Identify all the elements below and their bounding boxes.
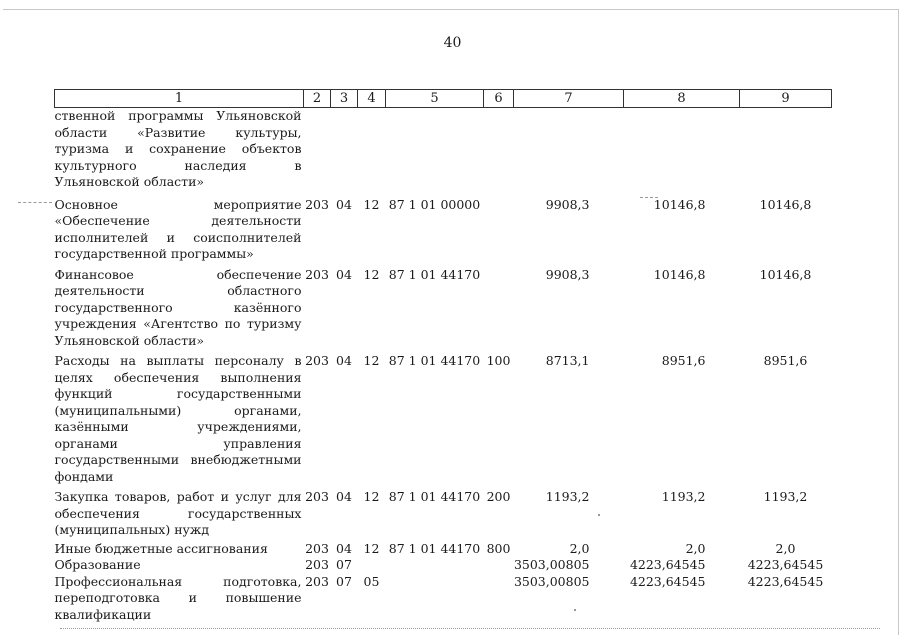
row-value-cell: 12 bbox=[363, 540, 380, 556]
row-value-cell: 04 bbox=[336, 353, 352, 368]
row-value-cell: 07 bbox=[336, 573, 352, 589]
table-row bbox=[55, 485, 832, 539]
row-value-cell: 4223,64545 bbox=[747, 573, 824, 589]
row-value-cell: 87 1 01 44170 bbox=[388, 353, 481, 368]
row-value-cell: 12 bbox=[363, 196, 380, 212]
table-row bbox=[55, 191, 832, 263]
row-value-cell bbox=[624, 108, 740, 191]
row-value-cell: 8951,6 bbox=[661, 353, 706, 368]
row-value-cell: 4223,64545 bbox=[629, 557, 706, 572]
header-cell: 5 bbox=[386, 90, 484, 108]
row-value-cell bbox=[358, 108, 386, 191]
row-value-cell: 203 bbox=[305, 573, 329, 589]
row-value-cell: 87 1 01 44170 bbox=[388, 540, 481, 556]
row-name-cell: Основное мероприятие «Обеспечение деятельности исполнителей и соисполнителей государственной программы» bbox=[54, 196, 302, 261]
row-value-cell: 10146,8 bbox=[759, 266, 812, 282]
row-name-cell: Финансовое обеспечение деятельности областного государственного казённого учреждения «Агентство по туризму Ульяновской области» bbox=[54, 266, 302, 348]
row-value-cell bbox=[484, 557, 514, 574]
row-value-cell: 4223,64545 bbox=[747, 557, 824, 572]
row-value-cell: 203 bbox=[305, 353, 329, 368]
row-name-cell: Иные бюджетные ассигнования bbox=[54, 540, 268, 556]
row-value-cell: 3503,00805 bbox=[513, 557, 590, 572]
row-value-cell: 87 1 01 44170 bbox=[388, 266, 481, 282]
table-row bbox=[55, 557, 832, 574]
row-value-cell: 04 bbox=[336, 489, 352, 504]
row-value-cell: 2,0 bbox=[775, 540, 796, 556]
row-value-cell: 07 bbox=[336, 557, 352, 572]
table-row bbox=[55, 539, 832, 558]
row-value-cell bbox=[304, 108, 331, 191]
row-value-cell bbox=[484, 263, 514, 350]
scan-artifact bbox=[18, 202, 52, 203]
row-value-cell bbox=[514, 108, 624, 191]
row-value-cell: 9908,3 bbox=[545, 196, 590, 212]
row-value-cell: 203 bbox=[305, 557, 329, 572]
row-value-cell: 4223,64545 bbox=[629, 573, 706, 589]
table-row bbox=[55, 349, 832, 485]
row-value-cell: 12 bbox=[363, 489, 380, 504]
row-value-cell: 12 bbox=[363, 266, 380, 282]
row-value-cell: 87 1 01 44170 bbox=[388, 489, 481, 504]
row-value-cell bbox=[331, 108, 358, 191]
row-name-cell: Расходы на выплаты персоналу в целях обеспечения выполнения функций государственными (муниципальными) органами, казёнными учреждениями, органами управления государственными внебюджетными фондами bbox=[54, 353, 302, 484]
table-row bbox=[55, 263, 832, 350]
scan-speck bbox=[574, 609, 576, 611]
row-name-cell: ственной программы Ульяновской области «Развитие культуры, туризма и сохранение объектов культурного наследия в Ульяновской области» bbox=[54, 108, 302, 189]
header-cell: 8 bbox=[624, 90, 740, 108]
row-value-cell: 203 bbox=[305, 489, 329, 504]
header-cell: 2 bbox=[304, 90, 331, 108]
row-value-cell: 10146,8 bbox=[653, 266, 706, 282]
budget-table bbox=[54, 89, 832, 623]
row-value-cell: 1193,2 bbox=[661, 489, 706, 504]
row-value-cell bbox=[358, 557, 386, 574]
row-value-cell: 203 bbox=[305, 266, 329, 282]
row-value-cell: 05 bbox=[363, 573, 380, 589]
row-value-cell: 04 bbox=[336, 196, 352, 212]
row-value-cell: 203 bbox=[305, 196, 329, 212]
row-value-cell: 3503,00805 bbox=[513, 573, 590, 589]
page-number: 40 bbox=[443, 35, 462, 51]
row-value-cell bbox=[484, 574, 514, 624]
row-value-cell: 1193,2 bbox=[545, 489, 590, 504]
header-cell: 4 bbox=[358, 90, 386, 108]
header-cell: 6 bbox=[484, 90, 514, 108]
row-value-cell: 200 bbox=[486, 489, 511, 504]
row-value-cell: 203 bbox=[305, 540, 329, 556]
row-value-cell: 2,0 bbox=[685, 540, 706, 556]
row-value-cell: 87 1 01 00000 bbox=[388, 196, 481, 212]
header-cell: 9 bbox=[740, 90, 832, 108]
scan-artifact bbox=[60, 628, 880, 629]
row-value-cell bbox=[386, 557, 484, 574]
row-value-cell: 100 bbox=[486, 353, 511, 368]
row-value-cell: 8951,6 bbox=[763, 353, 808, 368]
row-value-cell bbox=[740, 108, 832, 191]
row-value-cell bbox=[386, 108, 484, 191]
row-name-cell: Профессиональная подготовка, переподготовка и повышение квалификации bbox=[54, 573, 302, 622]
row-value-cell: 2,0 bbox=[569, 540, 590, 556]
row-value-cell: 12 bbox=[363, 353, 380, 368]
table-row bbox=[55, 574, 832, 624]
scan-artifact bbox=[640, 197, 658, 198]
row-value-cell bbox=[484, 108, 514, 191]
row-value-cell bbox=[386, 574, 484, 624]
table-header-row bbox=[55, 90, 832, 108]
row-value-cell: 04 bbox=[336, 540, 352, 556]
row-name-cell: Закупка товаров, работ и услуг для обеспечения государственных (муниципальных) нужд bbox=[54, 489, 302, 537]
header-cell: 1 bbox=[55, 90, 304, 108]
header-cell: 3 bbox=[331, 90, 358, 108]
header-cell: 7 bbox=[514, 90, 624, 108]
row-value-cell: 10146,8 bbox=[759, 196, 812, 212]
table-row bbox=[55, 108, 832, 191]
row-value-cell: 10146,8 bbox=[653, 196, 706, 212]
scan-speck bbox=[598, 514, 600, 516]
row-value-cell bbox=[484, 191, 514, 263]
row-value-cell: 9908,3 bbox=[545, 266, 590, 282]
row-value-cell: 800 bbox=[486, 540, 511, 556]
row-value-cell: 8713,1 bbox=[545, 353, 590, 368]
row-value-cell: 04 bbox=[336, 266, 352, 282]
row-value-cell: 1193,2 bbox=[763, 489, 808, 504]
row-name-cell: Образование bbox=[54, 557, 141, 572]
